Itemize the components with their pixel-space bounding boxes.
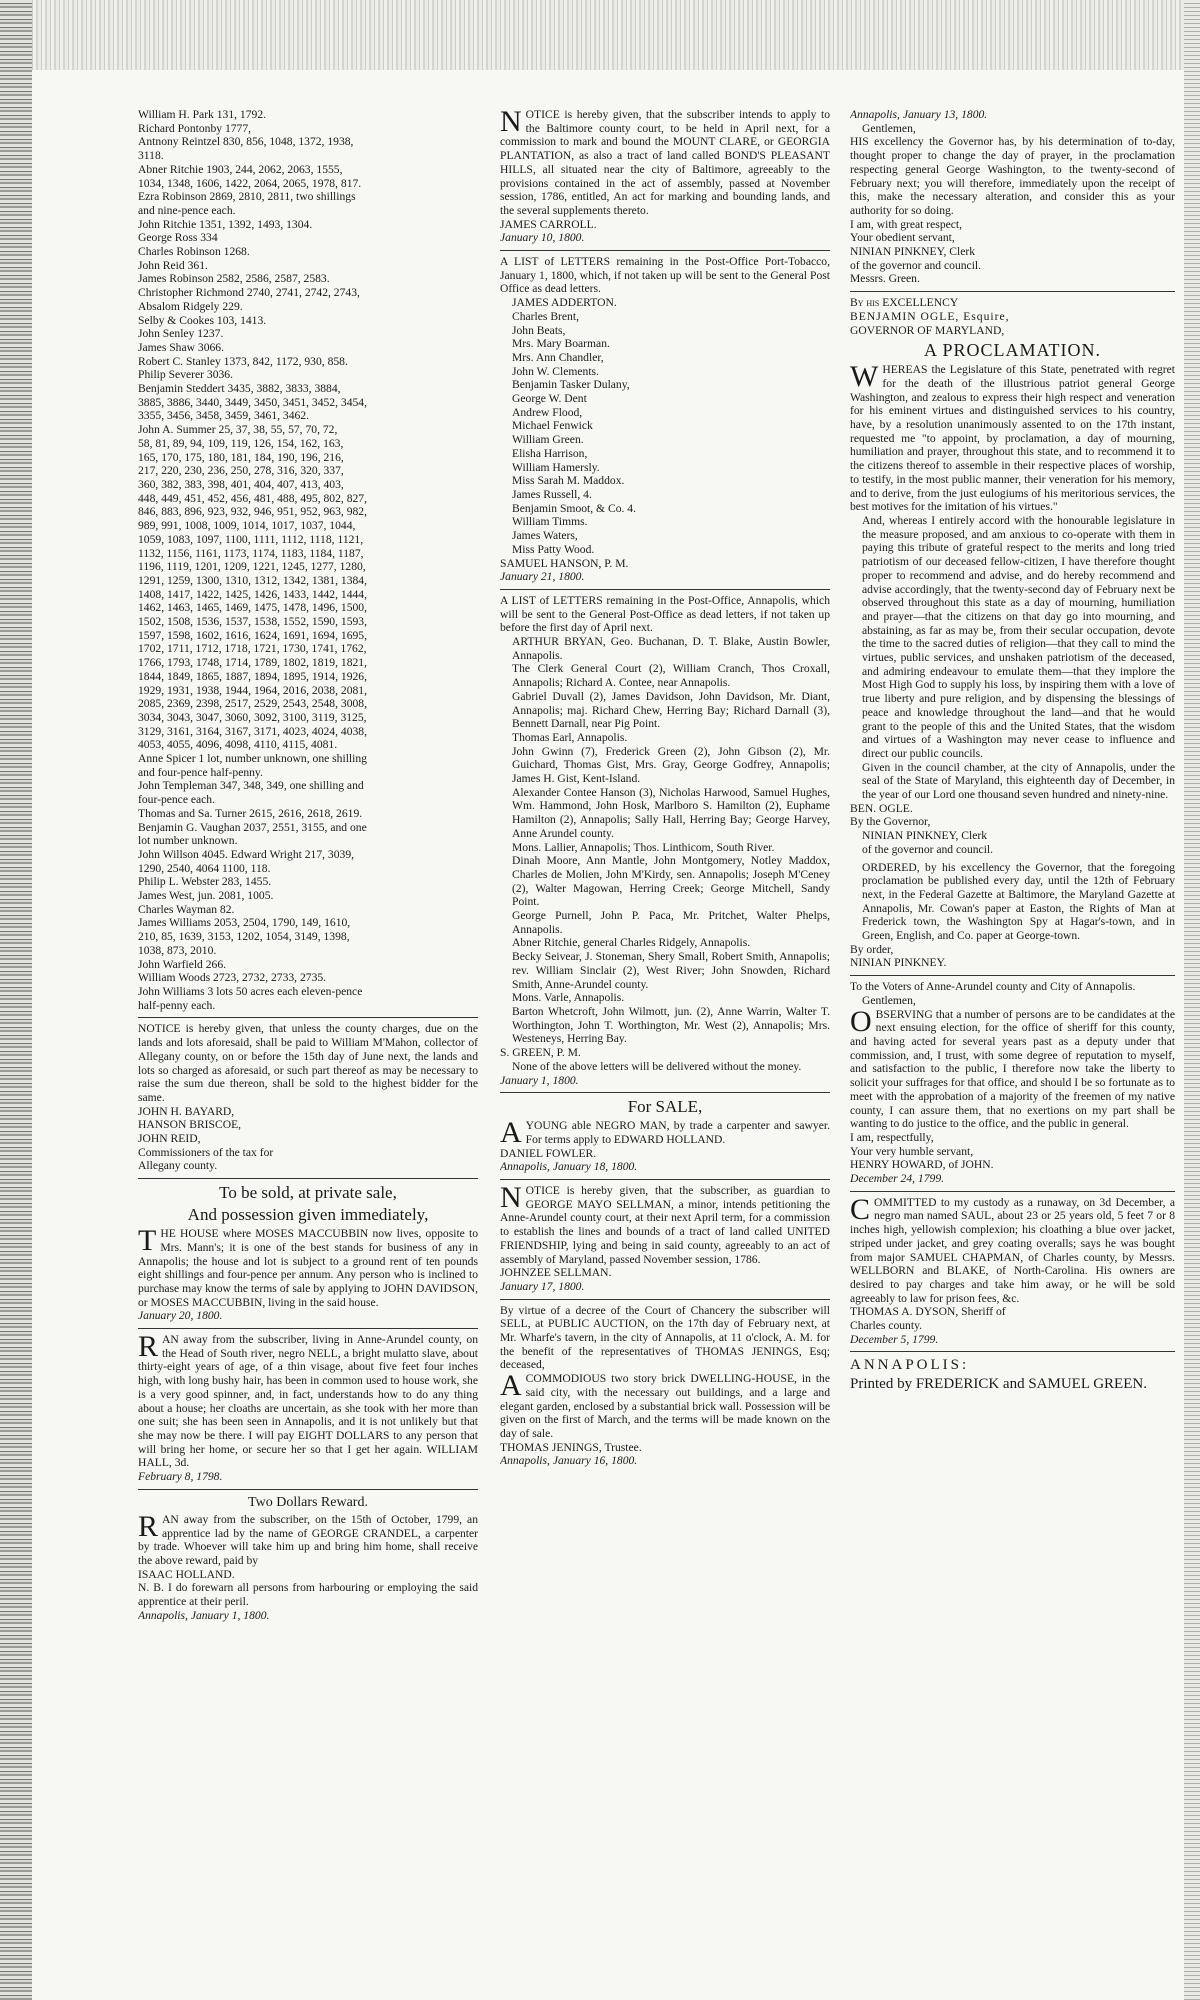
howard-date: December 24, 1799. <box>850 1172 945 1186</box>
tobacco-date: January 21, 1800. <box>500 570 585 584</box>
list-line: lot number unknown. <box>138 834 238 848</box>
proclamation-clerk: NINIAN PINKNEY, Clerk <box>862 829 988 843</box>
proclamation-by: By his EXCELLENCY <box>850 296 959 310</box>
list-line: John Ritchie 1351, 1392, 1493, 1304. <box>138 217 313 231</box>
list-line: Mrs. Ann Chandler, <box>512 350 604 364</box>
list-line: 989, 991, 1008, 1009, 1014, 1017, 1037, 1044, <box>138 519 356 533</box>
list-line: Selby & Cookes 103, 1413. <box>138 313 267 327</box>
list-line: Elisha Harrison, <box>512 446 588 460</box>
divider <box>138 1328 478 1329</box>
list-line: Mrs. Mary Boarman. <box>512 337 610 351</box>
list-line: JOHN H. BAYARD, <box>138 1104 235 1118</box>
list-line: Andrew Flood, <box>512 405 583 419</box>
list-line: Charles Wayman 82. <box>138 902 235 916</box>
list-line: John Warfield 266. <box>138 957 227 971</box>
column-3 <box>850 108 1175 1978</box>
list-line: Miss Patty Wood. <box>512 542 595 556</box>
scan-edge-right <box>1184 0 1200 2000</box>
list-line: HANSON BRISCOE, <box>138 1118 242 1132</box>
list-line: 1059, 1083, 1097, 1100, 1111, 1112, 1118, 1121, <box>138 532 364 546</box>
list-line: 1462, 1463, 1465, 1469, 1475, 1478, 1496, 1500, <box>138 601 367 615</box>
list-line: Thomas and Sa. Turner 2615, 2616, 2618, 2619. <box>138 806 363 820</box>
list-line: four-pence each. <box>138 793 216 807</box>
drop-cap: R <box>138 1509 159 1543</box>
list-line: ARTHUR BRYAN, Geo. Buchanan, D. T. Blake, Austin Bowler, Annapolis. <box>512 635 830 662</box>
list-line: 210, 85, 1639, 3153, 1202, 1054, 3149, 1398, <box>138 930 350 944</box>
list-line: John A. Summer 25, 37, 38, 55, 57, 70, 72, <box>138 423 338 437</box>
list-line: Christopher Richmond 2740, 2741, 2742, 2743, <box>138 286 360 300</box>
list-line: 3885, 3886, 3440, 3449, 3450, 3451, 3452, 3454, <box>138 395 367 409</box>
carroll-date: January 10, 1800. <box>500 231 585 245</box>
scan-edge-left <box>0 0 32 2000</box>
county-title-2: Allegany county. <box>138 1159 218 1173</box>
list-line: 58, 81, 89, 94, 109, 119, 126, 154, 162, 163, <box>138 436 344 450</box>
county-title: Commissioners of the tax for <box>138 1145 274 1159</box>
drop-cap: R <box>138 1330 159 1364</box>
divider <box>850 975 1175 976</box>
pinkney-signer: NINIAN PINKNEY, Clerk <box>850 245 976 259</box>
proclamation-clerk-title: of the governor and council. <box>862 842 994 856</box>
list-line: John Senley 1237. <box>138 327 224 341</box>
list-line: 1597, 1598, 1602, 1616, 1624, 1691, 1694, 1695, <box>138 628 367 642</box>
drop-cap: C <box>850 1192 871 1226</box>
ordered-text: ORDERED, by his excellency the Governor, that the foregoing proclamation be published every day, until the 12th of February next, in the Federal Gazette at Baltimore, the Maryland Gazette at Annapolis, Mr. Cowan's paper at Easton, the Rights of Man at Frederick town, the Washington Spy at Hagar's-town, and in Green, English, and Co. paper at George-town. <box>862 860 1175 943</box>
ordered-by: By order, <box>850 942 894 956</box>
list-line: Becky Seivear, J. Stoneman, Shery Small, Robert Smith, Annapolis; rev. William Sinclair (2), West River; John Snowden, Richard Smith, Anne-Arundel county. <box>512 950 830 991</box>
list-line: Richard Pontonby 1777, <box>138 121 252 135</box>
county-notice: NOTICE is hereby given, that unless the county charges, due on the lands and lots aforesaid, shall be paid to William M'Mahon, collector of Allegany county, on or before the 15th day of June next, the lands and lots so charged as aforesaid, or such part thereof as may be necessary to raise the sum due thereon, shall be sold to the highest bidder for the same. <box>138 1022 478 1104</box>
imprint-place: ANNAPOLIS: <box>850 1357 970 1374</box>
dyson-notice: COMMITTED to my custody as a runaway, on 3d December, a negro man named SAUL, about 23 or 25 years old, 5 feet 7 or 8 inches high, yellowish complexion; his cloathing a blue over jacket, striped under jacket, and grey coating overalls; says he was bought from major SAMUEL CHAPMAN, of Charles county, by Messrs. WELLBORN and BLAKE, of North-Carolina. His owners are desired to pay charges and take him away, or he will be sold agreeably to law for prison fees, &c. <box>850 1192 1175 1305</box>
tax-lot-list <box>138 108 478 1012</box>
sellman-notice: NOTICE is hereby given, that the subscriber, as guardian to GEORGE MAYO SELLMAN, a minor, intends petitioning the Anne-Arundel county court, at their next April term, for a commission to establish the lines and bounds of a tract of land called UNITED FRIENDSHIP, lying and being in said county, agreeably to an act of assembly of Maryland, passed November session, 1786. <box>500 1181 830 1266</box>
list-line: Antnony Reintzel 830, 856, 1048, 1372, 1938, <box>138 135 354 149</box>
list-line: 1132, 1156, 1161, 1173, 1174, 1183, 1184, 1187, <box>138 546 364 560</box>
reward-nb: N. B. I do forewarn all persons from harbouring or employing the said apprentice at their peril. <box>138 1581 478 1609</box>
sale-date: January 20, 1800. <box>138 1309 223 1323</box>
pinkney-title: of the governor and council. <box>850 258 982 272</box>
chancery-signer: THOMAS JENINGS, Trustee. <box>500 1440 642 1454</box>
dyson-date: December 5, 1799. <box>850 1332 939 1346</box>
pinkney-dateline: Annapolis, January 13, 1800. <box>850 108 988 121</box>
list-line: Charles Brent, <box>512 309 579 323</box>
list-line: Philip Severer 3036. <box>138 368 233 382</box>
list-line: Dinah Moore, Ann Mantle, John Montgomery, Notley Maddox, Charles de Molien, John M'Kirdy, sen. Annapolis; Joseph M'Ceney (2), Walter Magowan, Herring Creek; George Mitchell, Sandy Point. <box>512 854 830 909</box>
proclamation-heading: A PROCLAMATION. <box>923 340 1102 361</box>
drop-cap: O <box>850 1004 872 1038</box>
list-line: 4053, 4055, 4096, 4098, 4110, 4115, 4081. <box>138 738 338 752</box>
divider <box>138 1017 478 1018</box>
list-line: George W. Dent <box>512 392 587 406</box>
list-line: 217, 220, 230, 236, 250, 278, 316, 320, 337, <box>138 464 344 478</box>
list-line: 1408, 1417, 1422, 1425, 1426, 1433, 1442, 1444, <box>138 587 367 601</box>
list-line: 1034, 1348, 1606, 1422, 2064, 2065, 1978, 817. <box>138 176 362 190</box>
list-line: James Williams 2053, 2504, 1790, 149, 1610, <box>138 916 351 930</box>
list-line: William Hamersly. <box>512 460 600 474</box>
proclamation-text-2: And, whereas I entirely accord with the honourable legislature in the measure proposed, and am anxious to co-operate with them in paying this tribute of grateful respect to the merits and long tried patriotism of our deceased fellow-citizen, I have therefore thought proper to recommend and advise, and do hereby recommend and advise accordingly, that the twenty-second day of February next be observed throughout this state as a day of mourning, humiliation and prayer—that the citizens on that day go into mourning, and abstaining, as far as may be, from their secular occupation, devote the time to the sacred duties of religion—that they call to mind the virtues, public services, and unshaken patriotism of the deceased, and admiring endeavour to emulate them—that they implore the Most High God to supply his loss, by inspiring them with a love of true liberty and pure religion, and by dispensing the blessings of peace and knowledge throughout the land—and that he would grant to the people of this and the United States, that the wisdom and virtues of a Washington may never cease to influence and direct our public councils. <box>862 513 1175 760</box>
list-line: 3118. <box>138 149 164 163</box>
carroll-signer: JAMES CARROLL. <box>500 217 597 231</box>
sale-subheading: And possession given immediately, <box>187 1205 429 1225</box>
list-line: 3129, 3161, 3164, 3167, 3171, 4023, 4024, 4038, <box>138 724 367 738</box>
divider <box>850 1191 1175 1192</box>
divider <box>138 1178 478 1179</box>
list-line: Abner Ritchie, general Charles Ridgely, Annapolis. <box>512 936 751 950</box>
list-line: John Williams 3 lots 50 acres each eleven-pence <box>138 985 363 998</box>
list-line: 1038, 873, 2010. <box>138 943 217 957</box>
annapolis-letters-intro: A LIST of LETTERS remaining in the Post-Office, Annapolis, which will be sent to the General Post-Office as dead letters, if not taken up before the first day of April next. <box>500 593 830 635</box>
list-line: The Clerk General Court (2), William Cranch, Thos Croxall, Annapolis; Richard A. Contee, near Annapolis. <box>512 662 830 690</box>
howard-salute: Gentlemen, <box>862 993 916 1007</box>
list-line: Anne Spicer 1 lot, number unknown, one shilling <box>138 752 367 766</box>
howard-letter: OBSERVING that a number of persons are to be candidates at the next ensuing election, for the office of sheriff for this county, and having acted for several years past as a deputy under that commission, and, I trust, with some degree of reputation to myself, and satisfaction to the public, I therefore now take the liberty to solicit your suffrages for that office, and should I be so fortunate as to meet with the approbation of a majority of the freemen of my native county, I can assure them, that no exertions on my part shall be wanting to do justice to the office, and the public in general. <box>850 1004 1175 1131</box>
list-line: and nine-pence each. <box>138 203 236 217</box>
list-line: Philip L. Webster 283, 1455. <box>138 875 272 889</box>
list-line: John Beats, <box>512 323 566 337</box>
tobacco-letters-list <box>500 296 830 556</box>
list-line: Barton Whetcroft, John Wilmott, jun. (2), Anne Warrin, Walter T. Worthington, John T. Worthington, Mr. West (2), Annapolis; Mrs. Westeneys, Herring Bay. <box>512 1005 830 1046</box>
divider <box>850 1351 1175 1352</box>
list-line: JOHN REID, <box>138 1132 201 1146</box>
proclamation-signer: BEN. OGLE. <box>850 801 913 815</box>
annapolis-letters-list <box>500 635 830 1046</box>
list-line: Benjamin Steddert 3435, 3882, 3833, 3884, <box>138 382 341 396</box>
list-line: Absalom Ridgely 229. <box>138 299 243 313</box>
list-line: Mons. Lallier, Annapolis; Thos. Linthicom, South River. <box>512 840 775 854</box>
howard-close-2: Your very humble servant, <box>850 1144 974 1158</box>
howard-to: To the Voters of Anne-Arundel county and City of Annapolis. <box>850 980 1136 994</box>
list-line: 1702, 1711, 1712, 1718, 1721, 1730, 1741, 1762, <box>138 642 367 656</box>
list-line: 3034, 3043, 3047, 3060, 3092, 3100, 3119, 3125, <box>138 710 367 724</box>
list-line: William Timms. <box>512 515 588 529</box>
forsale-date: Annapolis, January 18, 1800. <box>500 1160 638 1174</box>
ordered-signer: NINIAN PINKNEY. <box>850 956 947 970</box>
sellman-signer: JOHNZEE SELLMAN. <box>500 1266 612 1280</box>
proclamation-office: GOVERNOR OF MARYLAND, <box>850 323 1005 337</box>
annapolis-note: None of the above letters will be delivered without the money. <box>512 1059 802 1073</box>
reward-date: Annapolis, January 1, 1800. <box>138 1608 270 1622</box>
list-line: 1766, 1793, 1748, 1714, 1789, 1802, 1819, 1821, <box>138 656 367 670</box>
runaway-date: February 8, 1798. <box>138 1470 223 1484</box>
chancery-notice-2: ACOMMODIOUS two story brick DWELLING-HOUSE, in the said city, with the necessary out buildings, and a large and elegant garden, enclosed by a substantial brick wall. Possession will be given on the first of March, and the terms will be made known on the day of sale. <box>500 1369 830 1440</box>
forsale-notice: AYOUNG able NEGRO MAN, by trade a carpenter and sawyer. For terms apply to EDWARD HOLLAND. <box>500 1116 830 1150</box>
list-line: Charles Robinson 1268. <box>138 245 250 259</box>
list-line: Michael Fenwick <box>512 419 593 433</box>
list-line: William H. Park 131, 1792. <box>138 108 267 121</box>
divider <box>500 1092 830 1093</box>
list-line: half-penny each. <box>138 998 216 1012</box>
forsale-heading: For SALE, <box>627 1097 703 1117</box>
list-line: 360, 382, 383, 398, 401, 404, 407, 413, 403, <box>138 477 344 491</box>
tobacco-letters-intro: A LIST of LETTERS remaining in the Post-Office Port-Tobacco, January 1, 1800, which, if not taken up will be sent to the General Post Office as dead letters. <box>500 255 830 296</box>
pinkney-to: Messrs. Green. <box>850 272 920 286</box>
drop-cap: A <box>500 1116 522 1150</box>
drop-cap: N <box>500 1181 522 1215</box>
list-line: 1844, 1849, 1865, 1887, 1894, 1895, 1914, 1926, <box>138 669 367 683</box>
list-line: John Gwinn (7), Frederick Green (2), John Gibson (2), Mr. Guichard, Thomas Gist, Mrs. Gray, George Godfrey, Annapolis; James H. Gist, Kent-Island. <box>512 744 830 786</box>
list-line: John Willson 4045. Edward Wright 217, 3039, <box>138 847 355 861</box>
list-line: 1196, 1119, 1201, 1209, 1221, 1245, 1277, 1280, <box>138 560 366 574</box>
annapolis-signer: S. GREEN, P. M. <box>500 1046 581 1060</box>
list-line: Miss Sarah M. Maddox. <box>512 474 625 488</box>
drop-cap: W <box>850 360 879 394</box>
list-line: James Robinson 2582, 2586, 2587, 2583. <box>138 272 330 286</box>
list-line: Mons. Varle, Annapolis. <box>512 991 625 1005</box>
list-line: 165, 170, 175, 180, 181, 184, 190, 196, 216, <box>138 450 344 464</box>
reward-heading: Two Dollars Reward. <box>248 1494 368 1510</box>
list-line: 1290, 2540, 4064 1100, 118. <box>138 861 271 875</box>
sale-notice: THE HOUSE where MOSES MACCUBBIN now lives, opposite to Mrs. Mann's; it is one of the best stands for business of any in Annapolis; the house and lot is subject to a ground rent of ten pounds eight shillings and four-pence per annum. Any person who is inclined to purchase may know the terms of sale by applying to JOHN DAVIDSON, or MOSES MACCUBBIN, living in the said house. <box>138 1224 478 1309</box>
list-line: John W. Clements. <box>512 364 599 378</box>
list-line: Robert C. Stanley 1373, 842, 1172, 930, 858. <box>138 354 348 368</box>
divider <box>138 1489 478 1490</box>
dyson-title: Charles county. <box>850 1319 923 1333</box>
howard-close-1: I am, respectfully, <box>850 1130 934 1144</box>
list-line: James West, jun. 2081, 1005. <box>138 889 274 903</box>
howard-signer: HENRY HOWARD, of JOHN. <box>850 1158 994 1172</box>
county-signers <box>138 1105 478 1146</box>
proclamation-text-1: WHEREAS the Legislature of this State, penetrated with regret for the death of the illustrious patriot general George Washington, and zealous to express their high respect and veneration for his eminent virtues and distinguished services to his country, have, by a resolution unanimously assented to on the 17th instant, requested me "to appoint, by proclamation, a day of mourning, humiliation and prayer, throughout this state, and to recommend it to the citizens thereof to assemble in their respective places of worship, to testify, in the most public manner, their veneration for his memory, and to derive, from the just eulogiums of his meritorious services, the best motives for the imitation of his virtues." <box>850 360 1175 514</box>
column-2 <box>500 108 830 1978</box>
divider <box>500 589 830 590</box>
pinkney-salute: Gentlemen, <box>862 121 916 135</box>
divider <box>850 291 1175 292</box>
runaway-notice: RAN away from the subscriber, living in Anne-Arundel county, on the Head of South river, negro NELL, a bright mulatto slave, about thirty-eight years of age, of a thin visage, about five feet four inches high, with long bushy hair, has been in common used to house work, she is a very good spinner, and, in fact, understands how to do any thing about a house; her cloaths are uncertain, as she took with her more than one suit; she has been seen in Annapolis, and it is not unlikely but that she may now be there. I will pay EIGHT DOLLARS to any person that will bring her home, or secure her so that I get her again. WILLIAM HALL, 3d. <box>138 1330 478 1470</box>
list-line: James Shaw 3066. <box>138 340 224 354</box>
pinkney-close-1: I am, with great respect, <box>850 217 963 231</box>
drop-cap: N <box>500 108 522 138</box>
list-line: Thomas Earl, Annapolis. <box>512 730 628 744</box>
divider <box>500 1299 830 1300</box>
drop-cap: T <box>138 1224 157 1258</box>
proclamation-by-governor: By the Governor, <box>850 815 931 829</box>
list-line: 846, 883, 896, 923, 932, 946, 951, 952, 963, 982, <box>138 505 367 519</box>
list-line: 1291, 1259, 1300, 1310, 1312, 1342, 1381, 1384, <box>138 573 367 587</box>
list-line: Benjamin G. Vaughan 2037, 2551, 3155, and one <box>138 820 367 834</box>
list-line: George Ross 334 <box>138 231 218 245</box>
sellman-date: January 17, 1800. <box>500 1279 585 1293</box>
list-line: 3355, 3456, 3458, 3459, 3461, 3462. <box>138 409 310 423</box>
proclamation-given: Given in the council chamber, at the city of Annapolis, under the seal of the State of Maryland, this eighteenth day of December, in the year of our Lord one thousand seven hundred and ninety-nine. <box>862 760 1175 802</box>
dyson-signer: THOMAS A. DYSON, Sheriff of <box>850 1305 1006 1319</box>
divider <box>500 250 830 251</box>
list-line: 1502, 1508, 1536, 1537, 1538, 1552, 1590, 1593, <box>138 615 367 629</box>
pinkney-letter: HIS excellency the Governor has, by his determination of to-day, thought proper to change the day of prayer, in the proclamation respecting general George Washington, to the twenty-second of February next; you will therefore, immediately upon the receipt of this, make the necessary alteration, and consider this as your authority for so doing. <box>850 135 1175 217</box>
scan-edge-top <box>0 0 1200 70</box>
list-line: John Reid 361. <box>138 258 208 272</box>
list-line: William Green. <box>512 433 584 447</box>
list-line: Ezra Robinson 2869, 2810, 2811, two shillings <box>138 190 356 204</box>
proclamation-name: BENJAMIN OGLE, Esquire, <box>850 309 1010 323</box>
list-line: JAMES ADDERTON. <box>512 296 617 310</box>
list-line: John Templeman 347, 348, 349, one shilling and <box>138 779 364 793</box>
list-line: William Woods 2723, 2732, 2733, 2735. <box>138 971 327 985</box>
list-line: and four-pence half-penny. <box>138 765 263 779</box>
list-line: George Purnell, John P. Paca, Mr. Pritchet, Walter Phelps, Annapolis. <box>512 909 830 936</box>
runaway-signer: WILLIAM HALL, 3d. <box>138 1442 478 1470</box>
tobacco-signer: SAMUEL HANSON, P. M. <box>500 556 629 570</box>
chancery-date: Annapolis, January 16, 1800. <box>500 1454 638 1468</box>
imprint-printers: Printed by FREDERICK and SAMUEL GREEN. <box>850 1376 1147 1393</box>
column-1 <box>138 108 478 1978</box>
forsale-signer: DANIEL FOWLER. <box>500 1146 597 1160</box>
annapolis-date: January 1, 1800. <box>500 1073 579 1087</box>
list-line: Abner Ritchie 1903, 244, 2062, 2063, 1555, <box>138 162 343 176</box>
sale-heading: To be sold, at private sale, <box>219 1183 397 1203</box>
pinkney-close-2: Your obedient servant, <box>850 231 955 245</box>
carroll-notice: NOTICE is hereby given, that the subscriber intends to apply to the Baltimore county court, to be held in April next, for a commission to mark and bound the MOUNT CLARE, or GEORGIA PLANTATION, as also a tract of land called BOND'S PLEASANT HILLS, all situated near the city of Baltimore, agreeably to the provisions contained in the act of assembly, passed at November session, 1786, entitled, An act for marking and bounding lands, and the several supplements thereto. <box>500 108 830 217</box>
list-line: 2085, 2369, 2398, 2517, 2529, 2543, 2548, 3008, <box>138 697 367 711</box>
divider <box>500 1179 830 1180</box>
list-line: James Russell, 4. <box>512 487 592 501</box>
list-line: 448, 449, 451, 452, 456, 481, 488, 495, 802, 827, <box>138 491 367 505</box>
drop-cap: A <box>500 1369 522 1403</box>
reward-signer: ISAAC HOLLAND. <box>138 1567 235 1581</box>
list-line: James Waters, <box>512 529 578 543</box>
list-line: Benjamin Tasker Dulany, <box>512 378 630 392</box>
list-line: 1929, 1931, 1938, 1944, 1964, 2016, 2038, 2081, <box>138 683 367 697</box>
list-line: Gabriel Duvall (2), James Davidson, John Davidson, Mr. Diant, Annapolis; maj. Richard Chew, Herring Bay; Richard Darnall (3), Bennett Darnall, near Pig Point. <box>512 689 830 731</box>
reward-notice: RAN away from the subscriber, on the 15th of October, 1799, an apprentice lad by the name of GEORGE CRANDEL, a carpenter by trade. Whoever will take him up and bring him home, shall receive the above reward, paid by <box>138 1509 478 1567</box>
chancery-notice: By virtue of a decree of the Court of Chancery the subscriber will SELL, at PUBLIC AUCTION, on the 17th day of February next, at Mr. Wharfe's tavern, in the city of Annapolis, at 11 o'clock, A. M. for the benefit of the representatives of THOMAS JENINGS, Esq; deceased, <box>500 1303 830 1372</box>
list-line: Alexander Contee Hanson (3), Nicholas Harwood, Samuel Hughes, Wm. Hammond, John Hosk, Marlboro S. Hamilton (2), Euphame Hamilton (2), Annapolis; Sally Hall, Herring Bay; George Harvey, Anne Arundel county. <box>512 785 830 840</box>
list-line: Benjamin Smoot, & Co. 4. <box>512 501 636 515</box>
